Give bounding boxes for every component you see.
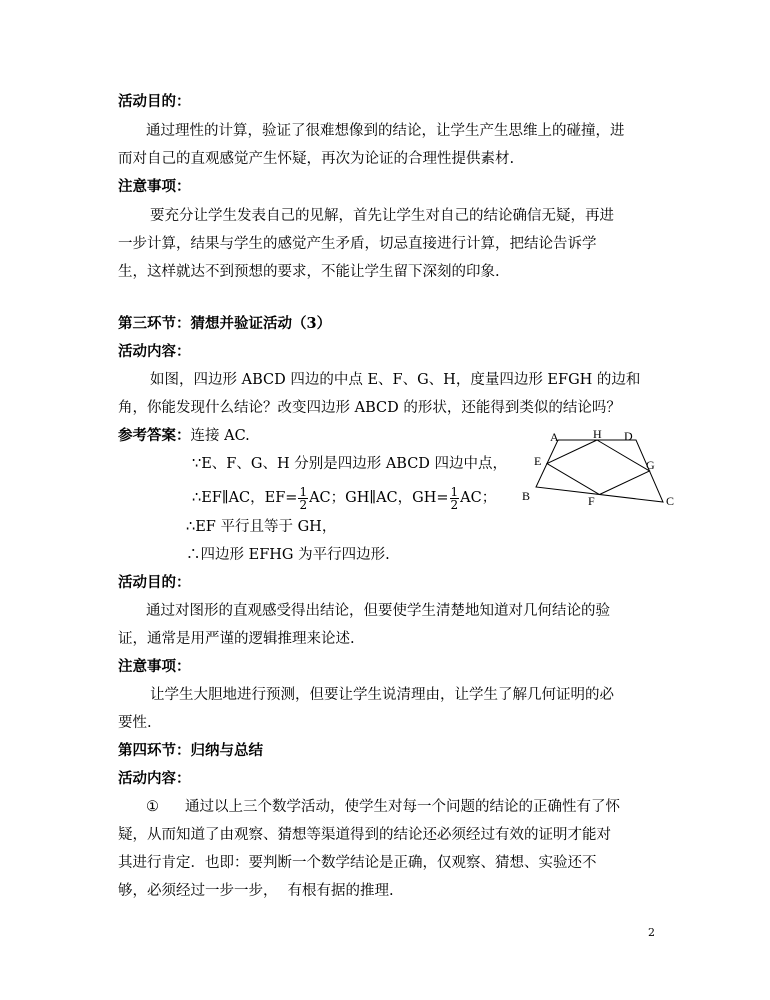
content-3-line-1: 如图，四边形 ABCD 四边的中点 E、F、G、H，度量四边形 EFGH 的边和 <box>150 372 641 388</box>
proof-line-3: ∴EF 平行且等于 GH， <box>186 519 337 535</box>
notes-heading-1: 注意事项： <box>118 178 191 195</box>
content-3-line-2: 角，你能发现什么结论？改变四边形 ABCD 的形状，还能得到类似的结论吗？ <box>118 400 621 416</box>
page-number: 2 <box>648 926 655 939</box>
section-4-title: 第四环节：归纳与总结 <box>118 742 263 759</box>
label-g: G <box>646 458 655 472</box>
label-h: H <box>593 427 602 441</box>
notes-heading-3: 注意事项： <box>118 658 191 675</box>
notes-1-line-1: 要充分让学生发表自己的见解，首先让学生对自己的结论确信无疑，再进 <box>150 208 614 224</box>
proof-line-1: ∵E、F、G、H 分别是四边形 ABCD 四边中点， <box>192 456 508 472</box>
summary-line-1-text: 通过以上三个数学活动，使学生对每一个问题的结论的正确性有了怀 <box>185 799 620 815</box>
answer-text: 连接 AC. <box>190 428 250 444</box>
fraction-half-2: $\frac{1}{2}$ <box>450 484 459 512</box>
notes-1-line-3: 生，这样就达不到预想的要求，不能让学生留下深刻的印象. <box>118 264 500 280</box>
proof-line-2-a: ∴EF∥AC，EF= <box>192 490 298 506</box>
item-marker: ① <box>146 799 159 815</box>
content-heading-3: 活动内容： <box>118 343 191 360</box>
purpose-3-line-1: 通过对图形的直观感受得出结论，但要使学生清楚地知道对几何结论的验 <box>146 603 610 619</box>
proof-line-2-b: AC；GH∥AC，GH= <box>309 490 449 506</box>
purpose-heading-3: 活动目的： <box>118 574 191 591</box>
notes-1-line-2: 一步计算，结果与学生的感觉产生矛盾，切忌直接进行计算，把结论告诉学 <box>118 236 597 252</box>
notes-3-line-2: 要性. <box>118 715 152 731</box>
purpose-1-line-1: 通过理性的计算，验证了很难想像到的结论，让学生产生思维上的碰撞，进 <box>146 123 625 139</box>
summary-line-2: 疑，从而知道了由观察、猜想等渠道得到的结论还必须经过有效的证明才能对 <box>118 827 611 843</box>
proof-line-2 <box>192 484 496 512</box>
purpose-1-line-2: 而对自己的直观感觉产生怀疑，再次为论证的合理性提供素材. <box>118 151 515 167</box>
notes-3-line-1: 让学生大胆地进行预测，但要让学生说清理由，让学生了解几何证明的必 <box>150 687 614 703</box>
answer-line <box>118 426 250 446</box>
label-e: E <box>534 454 542 468</box>
label-d: D <box>624 429 633 443</box>
label-b: B <box>522 489 531 503</box>
summary-line-4-b: 有根有据的推理. <box>287 883 394 899</box>
answer-label: 参考答案： <box>118 427 191 444</box>
summary-line-4 <box>118 881 394 901</box>
purpose-heading-1: 活动目的： <box>118 93 191 110</box>
proof-line-4: ∴四边形 EFHG 为平行四边形. <box>186 547 390 563</box>
content-heading-4: 活动内容： <box>118 770 191 787</box>
quadrilateral-abcd <box>536 440 663 502</box>
summary-line-4-a: 够，必须经过一步一步， <box>118 883 278 899</box>
proof-line-2-c: AC； <box>460 490 497 506</box>
purpose-3-line-2: 证，通常是用严谨的逻辑推理来论述. <box>118 631 355 647</box>
quadrilateral-efgh <box>547 440 650 495</box>
section-3-title: 第三环节：猜想并验证活动（3） <box>118 315 332 332</box>
quadrilateral-figure <box>516 427 682 513</box>
label-f: F <box>588 494 595 508</box>
fraction-half-1: $\frac{1}{2}$ <box>299 484 308 512</box>
summary-line-3: 其进行肯定．也即：要判断一个数学结论是正确，仅观察、猜想、实验还不 <box>118 855 597 871</box>
label-a: A <box>550 430 559 444</box>
summary-line-1 <box>146 797 620 817</box>
label-c: C <box>666 494 675 508</box>
